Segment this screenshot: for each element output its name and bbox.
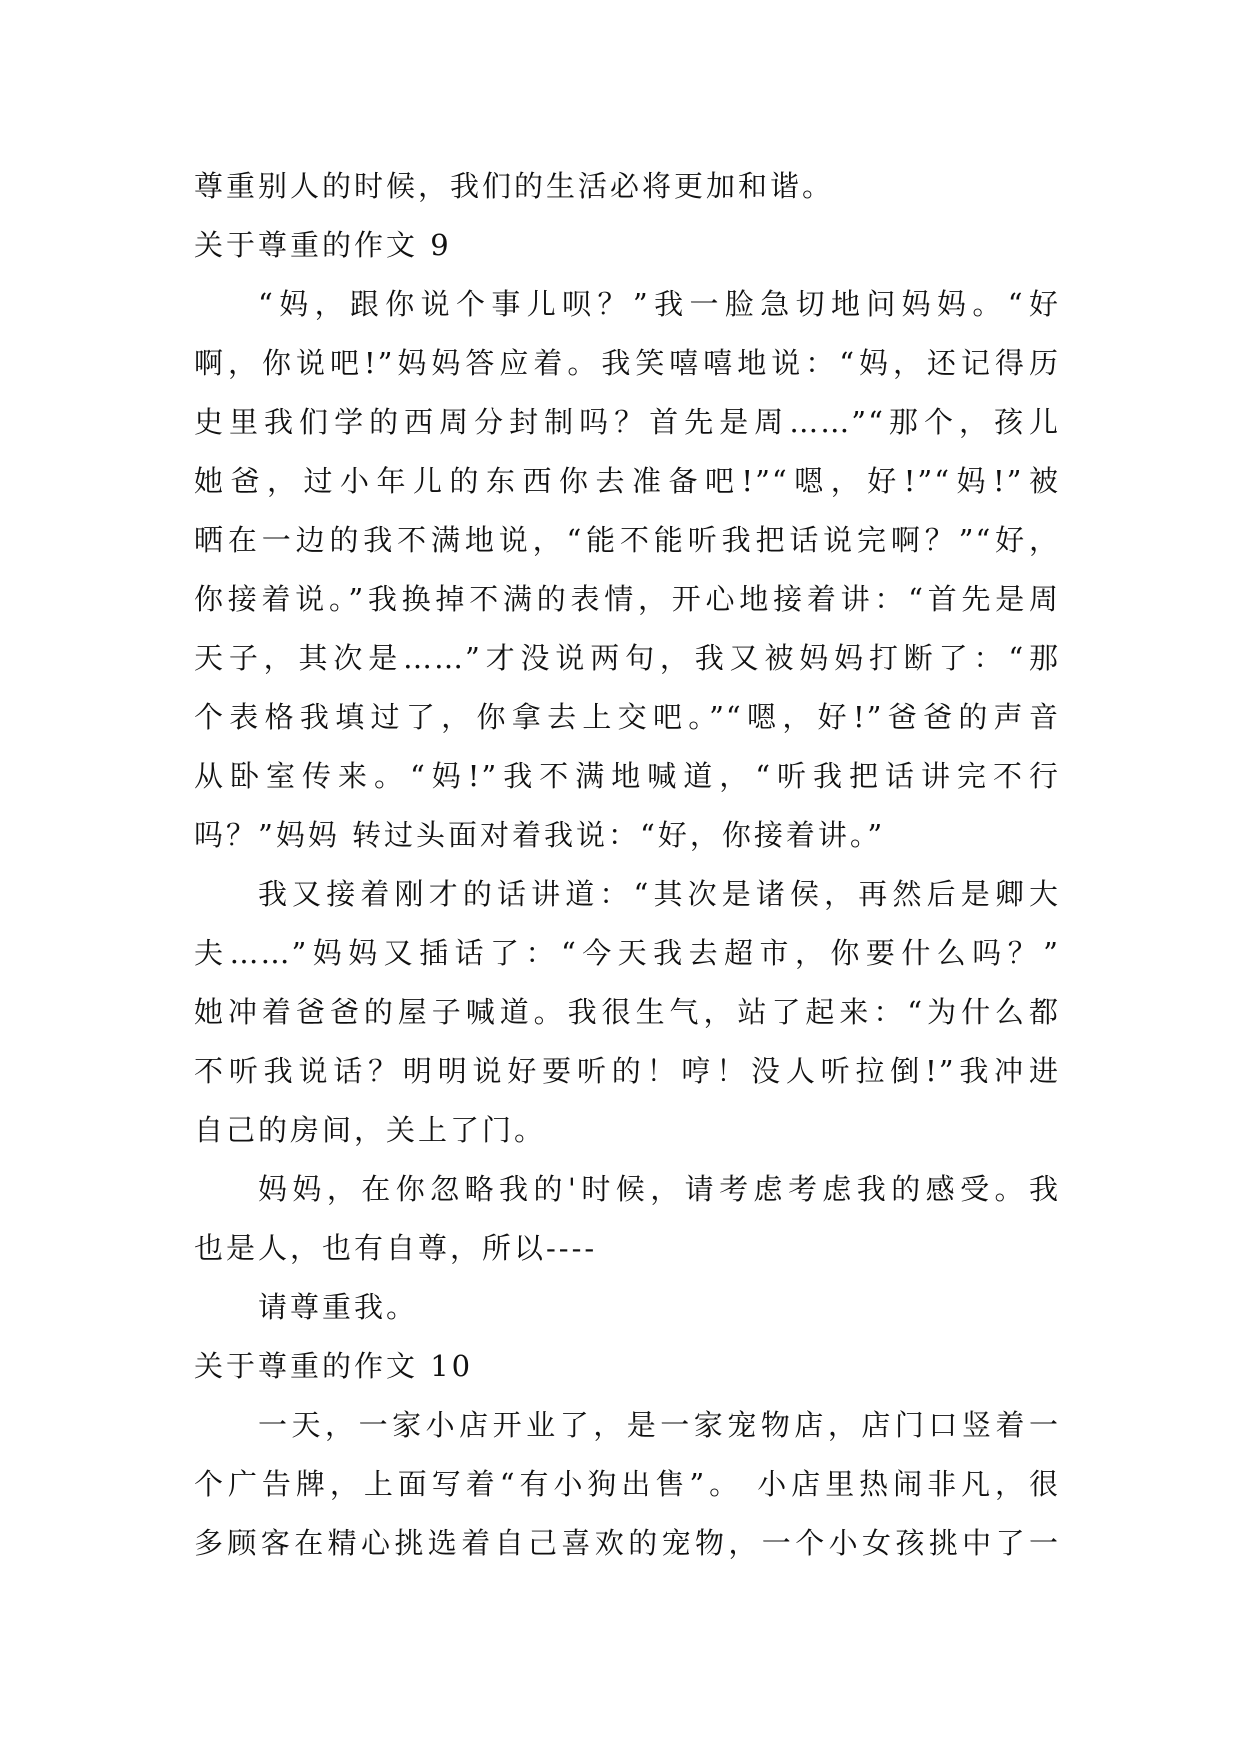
text-line: 个表格我填过了，你拿去上交吧。”“嗯，好!”爸爸的声音 [194, 700, 1060, 734]
text-line: 她冲着爸爸的屋子喊道。我很生气，站了起来：“为什么都 [194, 995, 1060, 1029]
text-line: 我又接着刚才的话讲道：“其次是诸侯，再然后是卿大 [258, 877, 1060, 911]
text-line: 一天，一家小店开业了，是一家宠物店，店门口竖着一 [258, 1408, 1060, 1442]
text-line: 夫……”妈妈又插话了：“今天我去超市，你要什么吗？” [194, 936, 1060, 970]
text-line: 自己的房间，关上了门。 [194, 1113, 547, 1147]
paragraph [194, 1396, 1060, 1573]
text-line: 多顾客在精心挑选着自己喜欢的宠物，一个小女孩挑中了一 [194, 1526, 1060, 1560]
text-line: 啊，你说吧!”妈妈答应着。我笑嘻嘻地说：“妈，还记得历 [194, 346, 1060, 380]
text-line: 请尊重我。 [258, 1290, 419, 1324]
text-line: 从卧室传来。“妈!”我不满地喊道，“听我把话讲完不行 [194, 759, 1060, 793]
paragraph [194, 865, 1060, 1160]
text-line: 也是人，也有自尊，所以---- [194, 1231, 598, 1265]
paragraph-continuation-line: 尊重别人的时候，我们的生活必将更加和谐。 [194, 169, 835, 203]
text-line: 史里我们学的西周分封制吗？首先是周……”“那个，孩儿 [194, 405, 1060, 439]
text-line: “妈，跟你说个事儿呗？”我一脸急切地问妈妈。“好 [258, 287, 1060, 321]
text-line: 天子，其次是……”才没说两句，我又被妈妈打断了：“那 [194, 641, 1060, 675]
text-line: 个广告牌，上面写着“有小狗出售”。 小店里热闹非凡，很 [194, 1467, 1060, 1501]
paragraph [194, 275, 1060, 865]
essay-title: 关于尊重的作文 10 [194, 1349, 474, 1383]
text-line: 不听我说话？明明说好要听的！哼！没人听拉倒!”我冲进 [194, 1054, 1060, 1088]
document-page [194, 157, 1060, 1573]
essay-title: 关于尊重的作文 9 [194, 228, 452, 262]
paragraph [194, 1278, 1060, 1337]
text-line: 妈妈，在你忽略我的'时候，请考虑考虑我的感受。我 [258, 1172, 1060, 1206]
paragraph [194, 1160, 1060, 1278]
text-line: 晒在一边的我不满地说，“能不能听我把话说完啊？”“好， [194, 523, 1060, 557]
text-line: 你接着说。”我换掉不满的表情，开心地接着讲：“首先是周 [194, 582, 1060, 616]
text-line: 她爸，过小年儿的东西你去准备吧!”“嗯，好!”“妈!”被 [194, 464, 1060, 498]
text-line: 吗？”妈妈 转过头面对着我说：“好，你接着讲。” [194, 818, 886, 852]
